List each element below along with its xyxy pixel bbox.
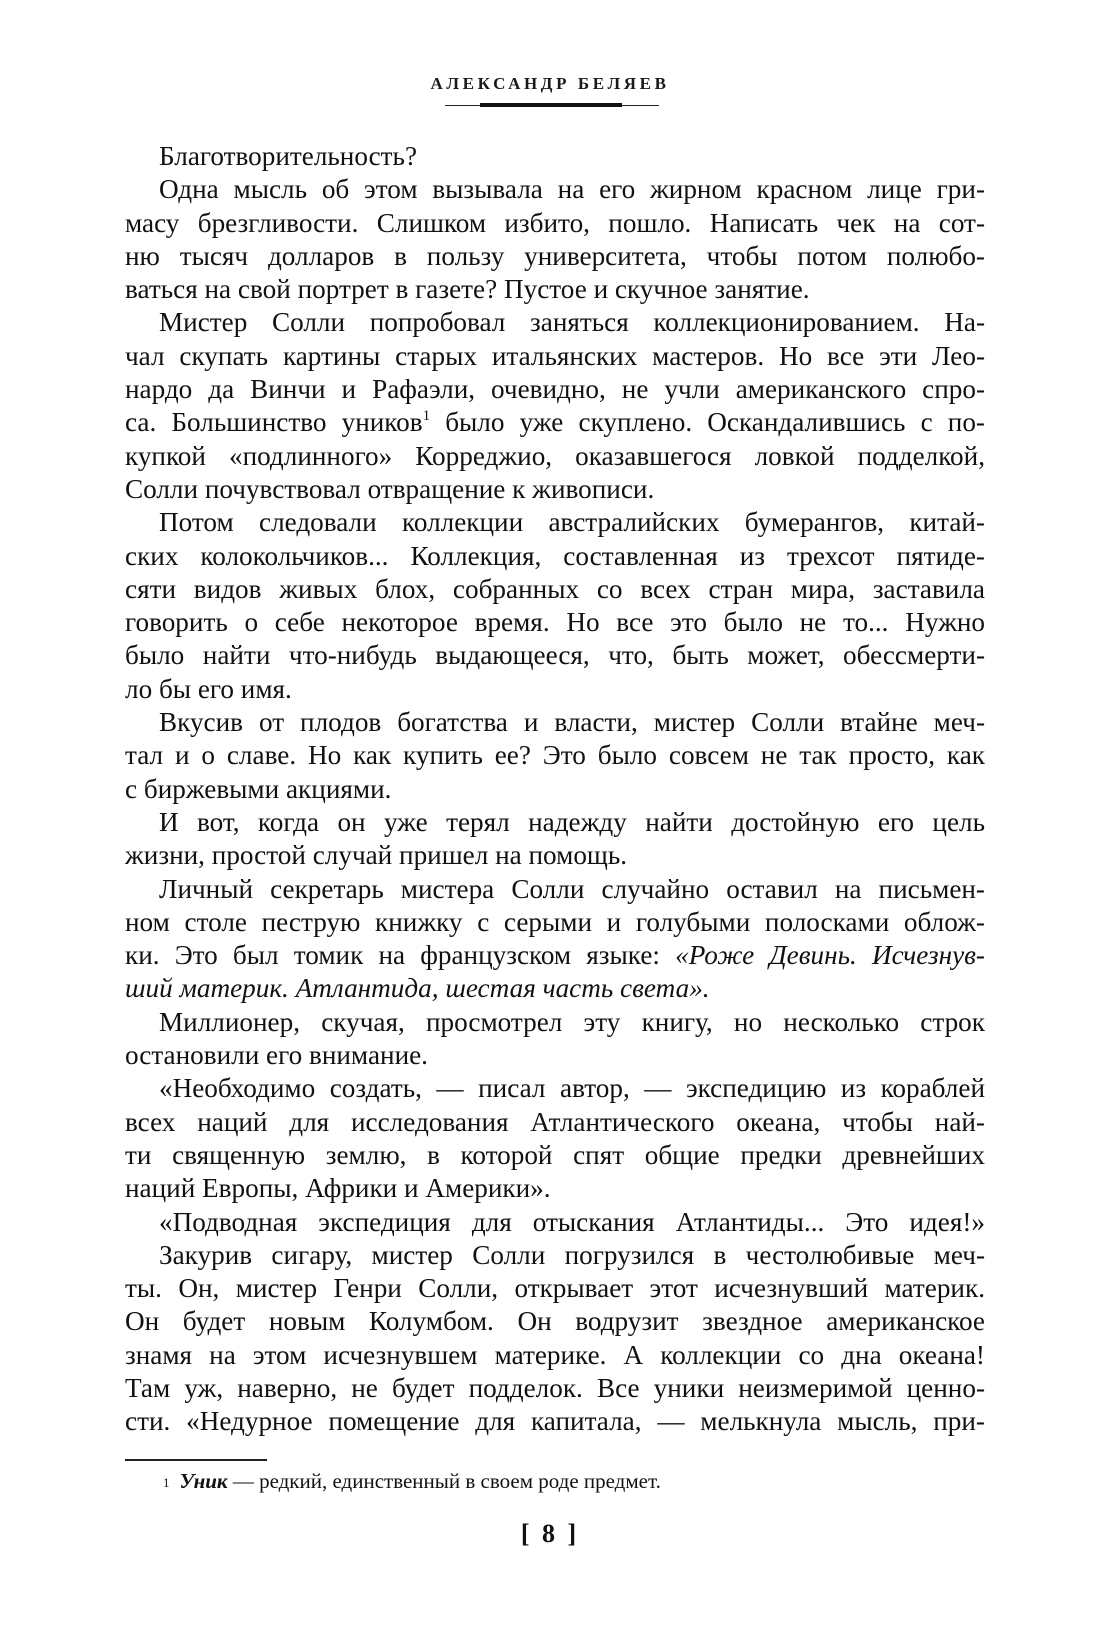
line-text: ти священную землю, в которой спят общие предки древнейших <box>125 1139 985 1170</box>
footnote <box>163 1467 661 1495</box>
line-text: сти. «Недурное помещение для капитала, — мелькнула мысль, при- <box>125 1406 985 1437</box>
text-line <box>125 573 985 606</box>
text-line <box>125 440 985 473</box>
text-line <box>125 340 985 373</box>
line-text: И вот, когда он уже терял надежду найти достойную его цель <box>159 806 985 837</box>
line-text: чал скупать картины старых итальянских мастеров. Но все эти Лео- <box>125 340 985 371</box>
text-line <box>125 839 985 872</box>
text-line <box>125 1339 985 1372</box>
line-text: Одна мысль об этом вызывала на его жирном красном лице гри- <box>159 174 985 205</box>
text-line <box>125 906 985 939</box>
text-line <box>125 1106 985 1139</box>
running-header <box>0 74 1100 94</box>
text-line <box>125 173 985 206</box>
line-text: остановили его внимание. <box>125 1040 428 1071</box>
text-line <box>125 673 985 706</box>
text-line <box>125 1006 985 1039</box>
text-line <box>125 140 985 173</box>
header-rule-bold <box>480 103 622 107</box>
line-text: Закурив сигару, мистер Солли погрузился в честолюбивые меч- <box>159 1239 985 1270</box>
line-text: ваться на свой портрет в газете? Пустое и скучное занятие. <box>125 274 810 305</box>
text-line <box>125 273 985 306</box>
text-line <box>125 306 985 339</box>
line-text: было найти что-нибудь выдающееся, что, быть может, обессмерти- <box>125 640 985 671</box>
body-text <box>125 140 985 1439</box>
text-line <box>125 240 985 273</box>
footnote-reference[interactable]: 1 <box>422 408 431 425</box>
text-line <box>125 1405 985 1438</box>
line-text: всех наций для исследования Атлантического океана, чтобы най- <box>125 1106 985 1137</box>
page-number: [ 8 ] <box>520 1519 580 1548</box>
text-line <box>125 373 985 406</box>
line-text: «Необходимо создать, — писал автор, — экспедицию из кораблей <box>159 1073 985 1104</box>
footnote-mark: 1 <box>163 1475 170 1490</box>
line-text: Там уж, наверно, не будет подделок. Все уники неизмеримой ценно- <box>125 1372 985 1403</box>
line-text: ло бы его имя. <box>125 673 292 704</box>
line-text: Миллионер, скучая, просмотрел эту книгу, но несколько строк <box>159 1006 985 1037</box>
line-text: ских колокольчиков... Коллекция, составленная из трехсот пятиде- <box>125 540 985 571</box>
book-title-quote: ший материк. Атлантида, шестая часть света». <box>125 973 710 1004</box>
text-line <box>125 639 985 672</box>
line-text: Солли почувствовал отвращение к живописи. <box>125 473 655 504</box>
author-name: АЛЕКСАНДР БЕЛЯЕВ <box>430 74 670 93</box>
text-line <box>125 406 985 439</box>
line-text: купкой «подлинного» Корреджио, оказавшегося ловкой подделкой, <box>125 440 985 471</box>
text-line <box>125 939 985 972</box>
line-text: знамя на этом исчезнувшем материке. А коллекции со дна океана! <box>125 1339 985 1370</box>
text-line <box>125 1239 985 1272</box>
line-text: Вкусив от плодов богатства и власти, мистер Солли втайне меч- <box>159 707 985 738</box>
text-line <box>125 706 985 739</box>
line-text: с биржевыми акциями. <box>125 773 392 804</box>
text-line <box>125 739 985 772</box>
text-line <box>125 207 985 240</box>
line-text: нардо да Винчи и Рафаэли, очевидно, не учли американского спро- <box>125 374 985 405</box>
text-line <box>125 773 985 806</box>
footnote-rule <box>125 1459 267 1461</box>
line-text: ки. Это был томик на французском языке: <box>125 940 676 971</box>
text-line <box>125 1172 985 1205</box>
line-text: Мистер Солли попробовал заняться коллекционированием. На- <box>159 307 985 338</box>
text-line <box>125 540 985 573</box>
footnote-definition: — редкий, единственный в своем роде предмет. <box>227 1469 661 1493</box>
book-title-quote: «Роже Девинь. Исчезнув- <box>675 940 985 971</box>
line-text: наций Европы, Африки и Америки». <box>125 1173 551 1204</box>
line-text: жизни, простой случай пришел на помощь. <box>125 840 628 871</box>
line-text: ню тысяч долларов в пользу университета, чтобы потом полюбо- <box>125 240 985 271</box>
text-line <box>125 473 985 506</box>
text-line <box>125 873 985 906</box>
text-line <box>125 1072 985 1105</box>
line-text: масу брезгливости. Слишком избито, пошло. Написать чек на сот- <box>125 207 985 238</box>
line-text: са. Большинство уников <box>125 407 423 438</box>
line-text: ном столе пеструю книжку с серыми и голубыми полосками облож- <box>125 906 985 937</box>
line-text: Потом следовали коллекции австралийских бумерангов, китай- <box>159 507 985 538</box>
line-text: Он будет новым Колумбом. Он водрузит звездное американское <box>125 1306 985 1337</box>
text-line <box>125 506 985 539</box>
line-text: тал и о славе. Но как купить ее? Это было совсем не так просто, как <box>125 740 985 771</box>
footnote-term: Уник <box>179 1469 228 1493</box>
line-text: было уже скуплено. Оскандалившись с по- <box>430 407 985 438</box>
line-text: говорить о себе некоторое время. Но все это было не то... Нужно <box>125 607 985 638</box>
line-text: Личный секретарь мистера Солли случайно оставил на письмен- <box>159 873 985 904</box>
text-line <box>125 806 985 839</box>
text-line <box>125 1039 985 1072</box>
line-text: Благотворительность? <box>159 141 418 171</box>
text-line <box>125 972 985 1005</box>
text-line <box>125 1272 985 1305</box>
text-line <box>125 1206 985 1239</box>
text-line <box>125 1372 985 1405</box>
text-line <box>125 1139 985 1172</box>
text-line <box>125 1305 985 1338</box>
line-text: «Подводная экспедиция для отыскания Атлантиды... Это идея!» <box>159 1206 985 1237</box>
line-text: сяти видов живых блох, собранных со всех стран мира, заставила <box>125 573 985 604</box>
line-text: ты. Он, мистер Генри Солли, открывает этот исчезнувший материк. <box>125 1273 985 1304</box>
text-line <box>125 606 985 639</box>
